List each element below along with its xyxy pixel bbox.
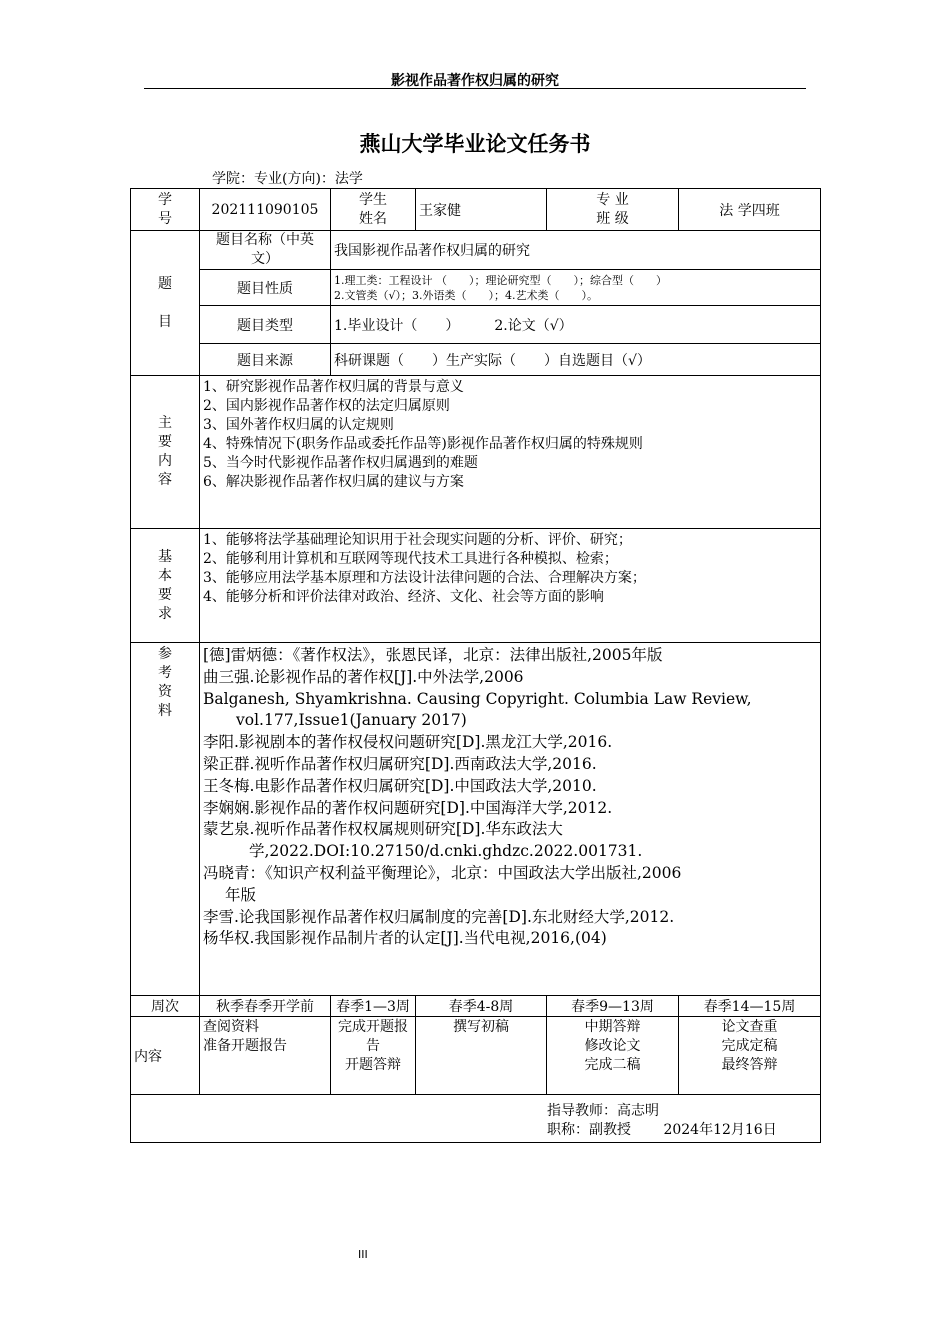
running-head: 影视作品著作权归属的研究	[391, 73, 559, 89]
schedule-task-cell: 完成开题报告 开题答辩	[331, 1017, 416, 1095]
student-info-row	[131, 189, 821, 231]
reference-item: [德]雷炳德：《著作权法》，张恩民译，北京：法律出版社,2005年版	[203, 646, 663, 664]
week-cell: 春季4-8周	[416, 996, 547, 1017]
reference-item-continued: 学,2022.DOI:10.27150/d.cnki.ghdzc.2022.001731.	[249, 842, 643, 861]
week-cell: 春季14—15周	[679, 996, 821, 1017]
topic-source-label: 题目来源	[200, 344, 331, 376]
main-content-label: 主 要 内 容	[131, 376, 200, 529]
main-content-row	[131, 376, 821, 529]
schedule-content-row	[131, 1017, 821, 1095]
week-label: 周次	[131, 996, 200, 1017]
main-content-list	[200, 376, 821, 529]
list-item: 6、解决影视作品著作权归属的建议与方案	[203, 474, 464, 490]
topic-section-label: 题 目	[131, 231, 200, 376]
requirements-row	[131, 529, 821, 643]
signature-row	[131, 1095, 821, 1143]
topic-source-row	[131, 344, 821, 376]
schedule-task-cell: 撰写初稿	[416, 1017, 547, 1095]
references-list	[200, 643, 821, 996]
student-id-value: 202111090105	[200, 189, 331, 231]
content-label: 内容	[131, 1017, 200, 1095]
requirements-label: 基 本 要 求	[131, 529, 200, 643]
student-name-value: 王家健	[416, 189, 547, 231]
student-id-label: 学 号	[131, 189, 200, 231]
topic-name-row	[131, 231, 821, 270]
reference-item: 王冬梅.电影作品著作权归属研究[D].中国政法大学,2010.	[203, 776, 597, 795]
topic-type-value: 1.毕业设计（ ） 2.论文（√）	[331, 306, 821, 344]
schedule-task-cell: 查阅资料 准备开题报告	[200, 1017, 331, 1095]
college-line: 学院：专业(方向)：法学	[212, 171, 363, 187]
list-item: 1、研究影视作品著作权归属的背景与意义	[203, 379, 464, 395]
list-item: 4、能够分析和评价法律对政治、经济、文化、社会等方面的影响	[203, 589, 604, 605]
requirements-list	[200, 529, 821, 643]
reference-item: 冯晓青：《知识产权利益平衡理论》，北京：中国政法大学出版社,2006	[203, 863, 682, 882]
student-name-label: 学生 姓名	[331, 189, 416, 231]
list-item: 4、特殊情况下(职务作品或委托作品等)影视作品著作权归属的特殊规则	[203, 436, 643, 452]
schedule-week-row	[131, 996, 821, 1017]
topic-nature-label: 题目性质	[200, 270, 331, 306]
list-item: 3、国外著作权归属的认定规则	[203, 417, 394, 433]
reference-item: 梁正群.视听作品著作权归属研究[D].西南政法大学,2016.	[203, 754, 597, 773]
class-label: 专 业 班 级	[547, 189, 679, 231]
header-rule	[144, 88, 806, 89]
topic-name-value: 我国影视作品著作权归属的研究	[331, 231, 821, 270]
reference-item: 李阳.影视剧本的著作权侵权问题研究[D].黑龙江大学,2016.	[203, 733, 613, 752]
week-cell: 春季1—3周	[331, 996, 416, 1017]
topic-name-label: 题目名称（中英 文）	[200, 231, 331, 270]
topic-nature-row	[131, 270, 821, 306]
document-title: 燕山大学毕业论文任务书	[359, 132, 591, 156]
list-item: 3、能够应用法学基本原理和方法设计法律问题的合法、合理解决方案；	[203, 570, 646, 586]
list-item: 1、能够将法学基础理论知识用于社会现实问题的分析、评价、研究；	[203, 532, 632, 548]
reference-item: Balganesh, Shyamkrishna. Causing Copyright. Columbia Law Review,	[203, 689, 752, 708]
reference-item-continued: 年版	[225, 885, 257, 904]
topic-nature-value: 1.理工类：工程设计 （ ）；理论研究型（ ）；综合型（ ） 2.文管类（√）；3.外语类（ ）；4.艺术类（ ）。	[331, 270, 821, 306]
title-date-line: 职称：副教授 2024年12月16日	[547, 1122, 777, 1138]
week-cell: 秋季春季开学前	[200, 996, 331, 1017]
reference-item: 杨华权.我国影视作品制片者的认定[J].当代电视,2016,(04)	[203, 929, 607, 948]
task-table	[130, 188, 821, 1143]
references-label: 参 考 资 料	[131, 643, 200, 996]
list-item: 5、当今时代影视作品著作权归属遇到的难题	[203, 455, 478, 471]
week-cell: 春季9—13周	[547, 996, 679, 1017]
page-number: III	[358, 1248, 368, 1261]
signature-cell	[131, 1095, 821, 1143]
topic-type-label: 题目类型	[200, 306, 331, 344]
list-item: 2、国内影视作品著作权的法定归属原则	[203, 398, 450, 414]
schedule-task-cell: 中期答辩 修改论文 完成二稿	[547, 1017, 679, 1095]
reference-item-continued: vol.177,Issue1(January 2017)	[236, 711, 467, 730]
reference-item: 曲三强.论影视作品的著作权[J].中外法学,2006	[203, 667, 524, 686]
reference-item: 李娴娴.影视作品的著作权问题研究[D].中国海洋大学,2012.	[203, 798, 613, 817]
topic-source-value: 科研课题（ ）生产实际（ ）自选题目（√）	[331, 344, 821, 376]
reference-item: 蒙艺泉.视听作品著作权权属规则研究[D].华东政法大	[203, 820, 563, 839]
advisor-line: 指导教师：高志明	[547, 1103, 659, 1119]
list-item: 2、能够利用计算机和互联网等现代技术工具进行各种模拟、检索；	[203, 551, 618, 567]
references-row	[131, 643, 821, 996]
reference-item: 李雪.论我国影视作品著作权归属制度的完善[D].东北财经大学,2012.	[203, 907, 675, 926]
topic-type-row	[131, 306, 821, 344]
schedule-task-cell: 论文查重 完成定稿 最终答辩	[679, 1017, 821, 1095]
class-value: 法 学四班	[679, 189, 821, 231]
